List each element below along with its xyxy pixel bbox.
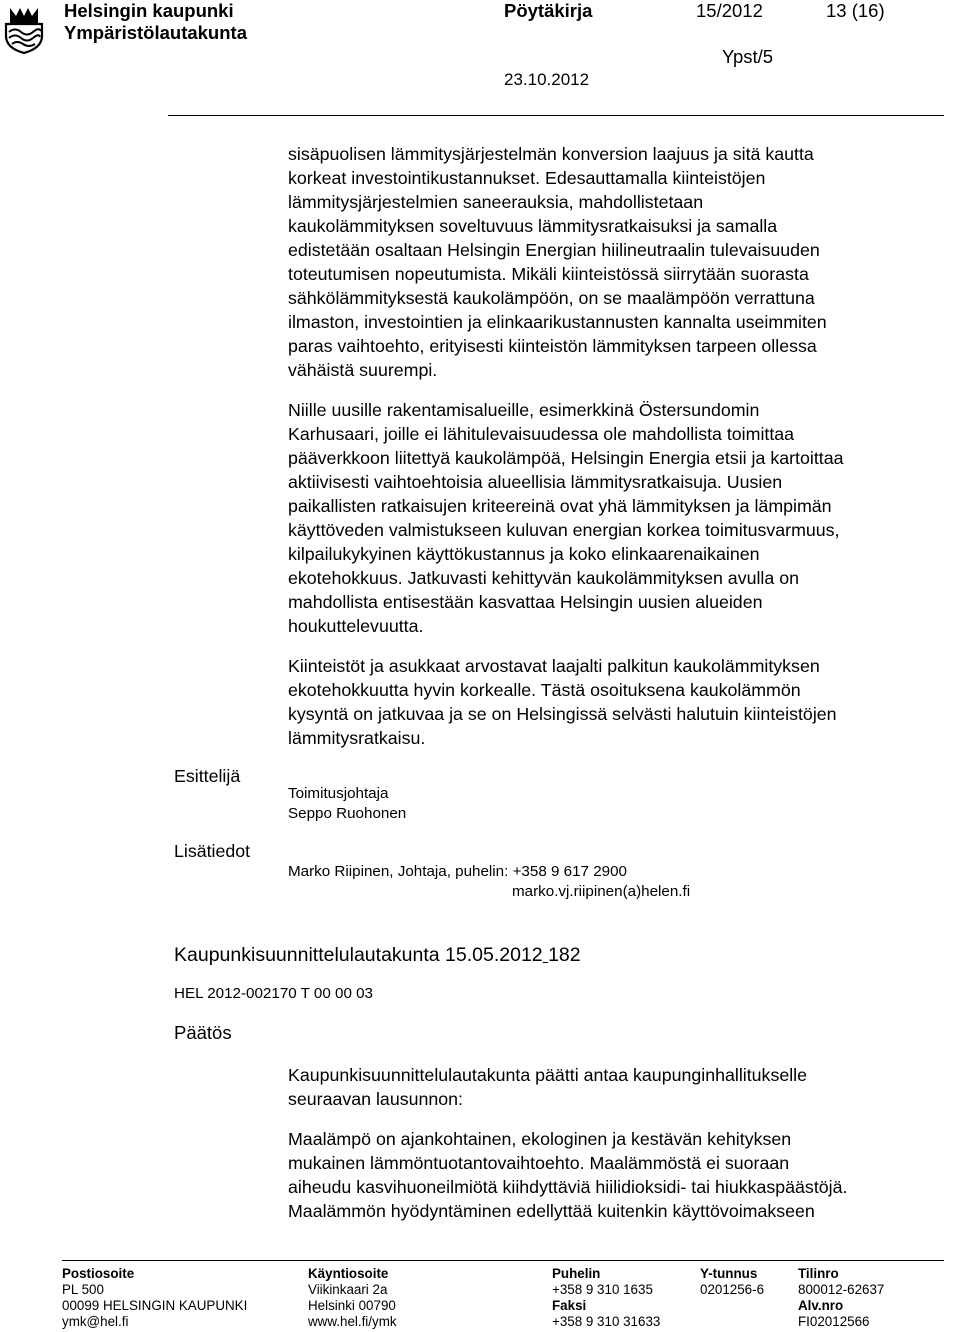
kslk-heading-number: 182 — [548, 944, 581, 966]
footer-postal-head: Postiosoite — [62, 1266, 135, 1281]
footer-visiting-street: Viikinkaari 2a — [308, 1282, 388, 1297]
decision-text: Kaupunkisuunnittelulautakunta päätti antaa kaupunginhallitukselle seuraavan lausunnon: — [288, 1065, 808, 1109]
footer-postal-box: PL 500 — [62, 1282, 104, 1297]
footer-account — [798, 1266, 884, 1330]
decision-label: Päätös — [174, 1022, 232, 1043]
footer-vat-number: FI02012566 — [798, 1314, 870, 1329]
presenter-label: Esittelijä — [174, 766, 241, 786]
city-name: Helsingin kaupunki — [64, 0, 234, 21]
footer-business-id — [700, 1266, 764, 1298]
footer-vat-head: Alv.nro — [798, 1298, 844, 1313]
meeting-date: 23.10.2012 — [504, 70, 590, 89]
footer-fax-head: Faksi — [552, 1298, 587, 1313]
paragraph-2: Niille uusille rakentamisalueille, esimerkkinä Östersundomin Karhusaari, joille ei lähitulevaisuudessa ole mahdollista toimittaa pääverkkoon liitettyä kaukolämpöä, Helsingin Energia etsii ja kartoittaa aktiivisesti vaihtoehtoisia alueellisia lämmitysratkaisuja. Uusien paikallisten ratkaisujen kriteereinä ovat yhä lämmityksen ja lämpimän käyttöveden valmistukseen kuluvan energian korkea toimitusvarmuus, kilpailukykyinen käyttökustannus ja koko elinkaarenaikainen ekotehokkuus. Jatkuvasti kehittyvän kaukolämmityksen avulla on mahdollista entisestään kasvattaa Helsingin uusien alueiden houkuttelevuutta. — [288, 400, 844, 636]
presenter-title: Toimitusjohtaja — [288, 785, 389, 802]
footer-visiting — [308, 1266, 397, 1330]
info-label: Lisätiedot — [174, 841, 251, 861]
footer-business-id-value: 0201256-6 — [700, 1282, 765, 1297]
city-crest-logo — [2, 2, 46, 54]
footer-email[interactable]: ymk@hel.fi — [62, 1314, 129, 1329]
footer-fax-number: +358 9 310 31633 — [552, 1314, 661, 1329]
statement-text: Maalämpö on ajankohtainen, ekologinen ja kestävän kehityksen mukainen lämmöntuotantovaihtoehto. Maalämmöstä ei suoraan aiheudu kasvihuoneilmiötä kiihdyttäviä hiilidioksidi- tai hiukkaspäästöjä. Maalämmön hyödyntäminen edellyttää kuitenkin käyttövoimakseen — [288, 1129, 848, 1221]
section-code: Ypst/5 — [722, 46, 774, 67]
kslk-reference: HEL 2012-002170 T 00 00 03 — [174, 985, 374, 1002]
footer-website[interactable]: www.hel.fi/ymk — [308, 1314, 397, 1329]
footer-business-id-head: Y-tunnus — [700, 1266, 758, 1281]
kslk-heading — [174, 942, 581, 968]
footer-postal — [62, 1266, 247, 1330]
footer-phone-number: +358 9 310 1635 — [552, 1282, 653, 1297]
footer-visiting-city: Helsinki 00790 — [308, 1298, 396, 1313]
info-contact: Marko Riipinen, Johtaja, puhelin: +358 9 617 2900 — [288, 863, 628, 880]
footer-phone — [552, 1266, 660, 1330]
footer-rule — [62, 1260, 944, 1261]
footer-postal-city: 00099 HELSINGIN KAUPUNKI — [62, 1298, 248, 1313]
page-number: 13 (16) — [826, 0, 885, 21]
footer-account-number: 800012-62637 — [798, 1282, 885, 1297]
footer-account-head: Tilinro — [798, 1266, 839, 1281]
footer-visiting-head: Käyntiosoite — [308, 1266, 389, 1281]
paragraph-3: Kiinteistöt ja asukkaat arvostavat laajalti palkitun kaukolämmityksen ekotehokkuutta hyvin korkealle. Tästä osoituksena kaukolämmön kysyntä on jatkuvaa ja se on Helsingissä selvästi halutuin kiinteistöjen lämmitysratkaisu. — [288, 656, 837, 748]
board-name: Ympäristölautakunta — [64, 22, 247, 43]
footer-phone-head: Puhelin — [552, 1266, 601, 1281]
header-rule — [168, 115, 944, 116]
presenter-name: Seppo Ruohonen — [288, 805, 407, 822]
document-number: 15/2012 — [696, 0, 763, 21]
document-type: Pöytäkirja — [504, 0, 593, 21]
info-email: marko.vj.riipinen(a)helen.fi — [512, 883, 691, 900]
paragraph-1: sisäpuolisen lämmitysjärjestelmän konversion laajuus ja sitä kautta korkeat investointikustannukset. Edesauttamalla kiinteistöjen lämmitysjärjestelmien saneerauksia, mahdollistetaan kaukolämmityksen soveltuvuus lämmitysratkaisuksi ja samalla edistetään osaltaan Helsingin Energian hiilineutraalin tulevaisuuden toteutumisen nopeutumista. Mikäli kiinteistössä siirrytään suorasta sähkölämmityksestä kaukolämpöön, on se maalämpöön verrattuna ilmaston, investointien ja elinkaarikustannusten kannalta useimmiten paras vaihtoehto, erityisesti kiinteistön lämmityksen tarpeen ollessa vähäistä suurempi. — [288, 144, 827, 380]
kslk-heading-text: Kaupunkisuunnittelulautakunta 15.05.2012 — [174, 944, 543, 966]
